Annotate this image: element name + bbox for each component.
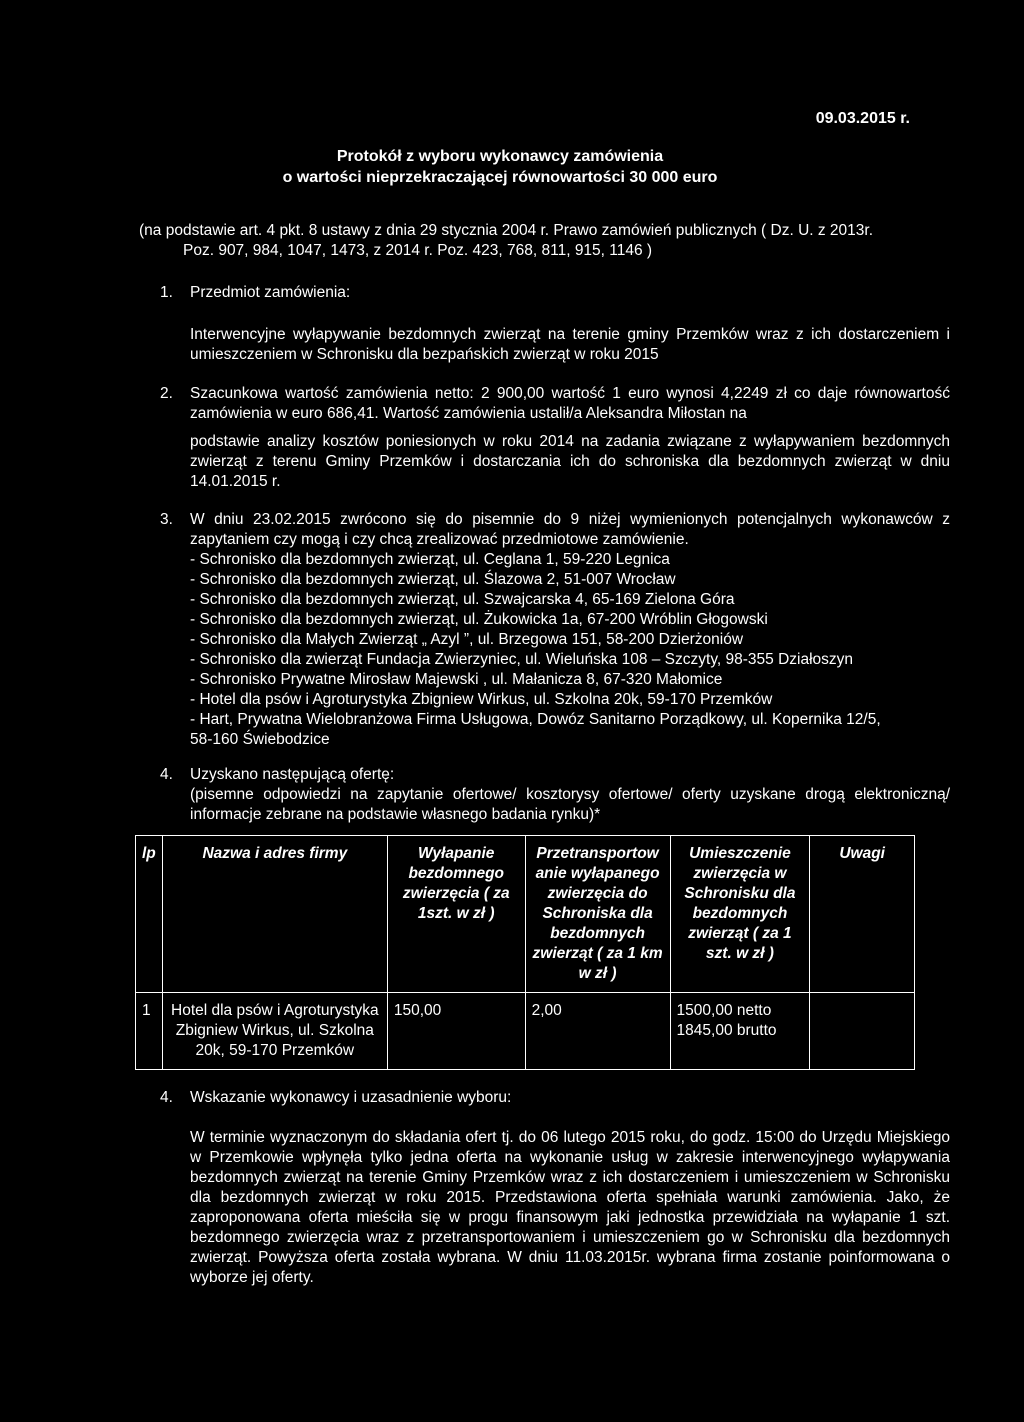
- section-number: 3.: [160, 511, 173, 528]
- section-heading: Uzyskano następującą ofertę:: [190, 766, 395, 783]
- list-item: - Schronisko dla bezdomnych zwierząt, ul. Żukowicka 1a, 67-200 Wróblin Głogowski: [190, 611, 768, 628]
- list-item: - Schronisko dla bezdomnych zwierząt, ul. Ceglana 1, 59-220 Legnica: [190, 551, 670, 568]
- cell-transport: 2,00: [525, 993, 670, 1070]
- section-number: 1.: [160, 284, 173, 301]
- cell-lp: 1: [136, 993, 163, 1070]
- list-item: - Hart, Prywatna Wielobranżowa Firma Usługowa, Dowóz Sanitarno Porządkowy, ul. Kopernika 12/5,: [190, 711, 881, 728]
- table-header-row: [136, 836, 915, 993]
- title-line-2: o wartości nieprzekraczającej równowartości 30 000 euro: [282, 169, 718, 186]
- table-row: [136, 993, 915, 1070]
- list-item: - Schronisko dla Małych Zwierząt „ Azyl ”, ul. Brzegowa 151, 58-200 Dzierżoniów: [190, 631, 744, 648]
- list-item: - Hotel dla psów i Agroturystyka Zbigniew Wirkus, ul. Szkolna 20k, 59-170 Przemków: [190, 691, 773, 708]
- legal-basis-line-1: (na podstawie art. 4 pkt. 8 ustawy z dnia 29 stycznia 2004 r. Prawo zamówień publicznych ( Dz. U. z 2013r.: [139, 222, 874, 239]
- column-header-placement: Umieszczenie zwierzęcia w Schronisku dla bezdomnych zwierząt ( za 1 szt. w zł ): [670, 836, 810, 993]
- section-number: 2.: [160, 385, 173, 402]
- column-header-lp: lp: [136, 836, 163, 993]
- section-text-part-2: podstawie analizy kosztów poniesionych w roku 2014 na zadania związane z wyłapywaniem bezdomnych zwierząt z terenu Gminy Przemków i dostarczania ich do schroniska dla bezdomnych zwierząt w dniu 14.01.2015 r.: [190, 433, 950, 490]
- section-inquiries: [160, 510, 950, 750]
- cell-catch: 150,00: [387, 993, 525, 1070]
- list-item: 58-160 Świebodzice: [190, 731, 330, 748]
- cell-remarks: [810, 993, 915, 1070]
- legal-basis: [139, 221, 999, 261]
- section-text: W terminie wyznaczonym do składania ofert tj. do 06 lutego 2015 roku, do godz. 15:00 do Urzędu Miejskiego w Przemkowie wpłynęła tylko jedna oferta na wykonanie usług w zakresie interwencyjnego wyłapywania bezdomnych zwierząt na terenie Gminy Przemków wraz z ich dostarczeniem i umieszczeniem w Schronisku dla bezdomnych zwierząt w roku 2015. Przedstawiona oferta spełniała warunki zamówienia. Jako, że zaproponowana oferta mieściła się w progu finansowym jaki jednostka przewidziała na wyłapanie 1 szt. bezdomnego zwierzęcia wraz z przetransportowaniem i umieszczeniem go w Schronisku dla bezdomnych zwierząt. Powyższa oferta została wybrana. W dniu 11.03.2015r. wybrana firma zostanie poinformowana o wyborze jej oferty.: [190, 1129, 950, 1286]
- legal-basis-line-2: Poz. 907, 984, 1047, 1473, z 2014 r. Poz. 423, 768, 811, 915, 1146 ): [183, 242, 653, 259]
- list-item: - Schronisko dla bezdomnych zwierząt, ul. Szwajcarska 4, 65-169 Zielona Góra: [190, 591, 735, 608]
- section-heading: Wskazanie wykonawcy i uzasadnienie wyboru:: [190, 1089, 512, 1106]
- document-title: [0, 146, 1000, 188]
- cell-name: Hotel dla psów i Agroturystyka Zbigniew Wirkus, ul. Szkolna 20k, 59-170 Przemków: [162, 993, 387, 1070]
- section-heading: Przedmiot zamówienia:: [190, 284, 351, 301]
- section-text: Interwencyjne wyłapywanie bezdomnych zwierząt na terenie gminy Przemków wraz z ich dostarczeniem i umieszczeniem w Schronisku dla bezpańskich zwierząt w roku 2015: [190, 326, 950, 363]
- offers-table: [135, 835, 915, 1070]
- placement-gross: 1845,00 brutto: [676, 1022, 777, 1039]
- placement-net: 1500,00 netto: [676, 1002, 772, 1019]
- column-header-catch: Wyłapanie bezdomnego zwierzęcia ( za 1szt. w zł ): [387, 836, 525, 993]
- section-number: 4.: [160, 1089, 173, 1106]
- column-header-name: Nazwa i adres firmy: [162, 836, 387, 993]
- section-subject: [160, 283, 950, 365]
- list-item: - Schronisko dla bezdomnych zwierząt, ul. Ślazowa 2, 51-007 Wrocław: [190, 571, 676, 588]
- document-date: 09.03.2015 r.: [815, 110, 910, 127]
- list-item: - Schronisko Prywatne Mirosław Majewski , ul. Małanicza 8, 67-320 Małomice: [190, 671, 723, 688]
- list-item: - Schronisko dla zwierząt Fundacja Zwierzyniec, ul. Wieluńska 108 – Szczyty, 98-355 Działoszyn: [190, 651, 854, 668]
- section-text-part-1: Szacunkowa wartość zamówienia netto: 2 900,00 wartość 1 euro wynosi 4,2249 zł co daje równowartość zamówienia w euro 686,41. Wartość zamówienia ustalił/a Aleksandra Miłostan na: [190, 385, 950, 422]
- cell-placement: [670, 993, 810, 1070]
- section-estimated-value: [160, 384, 950, 492]
- section-number: 4.: [160, 766, 173, 783]
- contractor-list: [190, 550, 950, 750]
- title-line-1: Protokół z wyboru wykonawcy zamówienia: [336, 148, 664, 165]
- section-selection: [160, 1088, 950, 1288]
- section-offers: [160, 765, 950, 825]
- column-header-transport: Przetransportow anie wyłapanego zwierzęcia do Schroniska dla bezdomnych zwierząt ( za 1 km w zł ): [525, 836, 670, 993]
- section-text: (pisemne odpowiedzi na zapytanie ofertowe/ kosztorysy ofertowe/ oferty uzyskane drogą elektroniczną/ informacje zebrane na podstawie własnego badania rynku)*: [190, 786, 950, 823]
- section-intro: W dniu 23.02.2015 zwrócono się do pisemnie do 9 niżej wymienionych potencjalnych wykonawców z zapytaniem czy mogą i czy chcą zrealizować przedmiotowe zamówienie.: [190, 511, 950, 548]
- column-header-remarks: Uwagi: [810, 836, 915, 993]
